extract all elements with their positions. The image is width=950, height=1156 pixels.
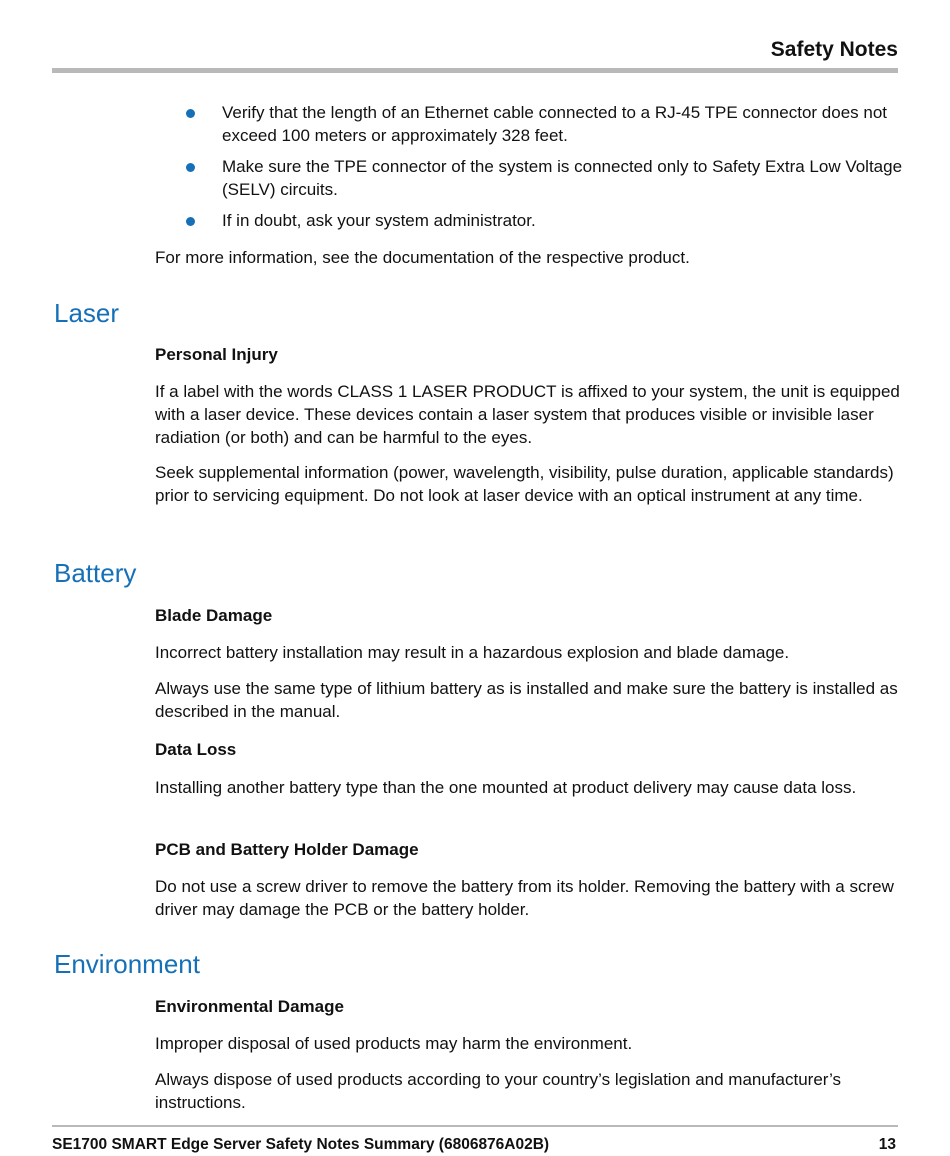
bullet-item — [222, 102, 912, 147]
bullet-item — [222, 210, 912, 233]
bullet-text: If in doubt, ask your system administrator. — [222, 211, 536, 230]
section-title-laser: Laser — [54, 298, 120, 328]
subheading-blade-damage: Blade Damage — [155, 606, 273, 625]
laser-paragraph-2: Seek supplemental information (power, wavelength, visibility, pulse duration, applicable standards) prior to servicing equipment. Do not look at laser device with an optical instrument at any time. — [155, 463, 894, 505]
section-title-environment: Environment — [54, 949, 200, 979]
subheading-data-loss: Data Loss — [155, 740, 237, 759]
battery-paragraph-3: Installing another battery type than the one mounted at product delivery may cause data loss. — [155, 778, 857, 797]
bullet-dot-icon — [186, 217, 195, 226]
bullet-dot-icon — [186, 163, 195, 172]
section-title-battery: Battery — [54, 558, 137, 588]
header-title: Safety Notes — [770, 38, 898, 61]
subheading-personal-injury: Personal Injury — [155, 345, 278, 364]
subheading-environmental-damage: Environmental Damage — [155, 997, 344, 1016]
environment-paragraph-2: Always dispose of used products according to your country’s legislation and manufacturer’s instructions. — [155, 1070, 842, 1112]
footer-document-title: SE1700 SMART Edge Server Safety Notes Summary (6806876A02B) — [52, 1136, 550, 1153]
page-number: 13 — [878, 1136, 896, 1153]
bullet-text: Verify that the length of an Ethernet cable connected to a RJ-45 TPE connector does not exceed 100 meters or approximately 328 feet. — [222, 103, 888, 145]
bullet-item — [222, 156, 912, 201]
bullet-text: Make sure the TPE connector of the system is connected only to Safety Extra Low Voltage (SELV) circuits. — [222, 157, 903, 199]
battery-paragraph-1: Incorrect battery installation may result in a hazardous explosion and blade damage. — [155, 643, 790, 662]
battery-paragraph-2: Always use the same type of lithium battery as is installed and make sure the battery is installed as described in the manual. — [155, 679, 898, 721]
header-divider — [52, 68, 898, 73]
footer-divider — [52, 1125, 898, 1127]
battery-paragraph-4: Do not use a screw driver to remove the battery from its holder. Removing the battery with a screw driver may damage the PCB or the battery holder. — [155, 877, 894, 919]
subheading-pcb-damage: PCB and Battery Holder Damage — [155, 840, 419, 859]
intro-paragraph: For more information, see the documentation of the respective product. — [155, 248, 690, 267]
environment-paragraph-1: Improper disposal of used products may harm the environment. — [155, 1034, 633, 1053]
laser-paragraph-1: If a label with the words CLASS 1 LASER PRODUCT is affixed to your system, the unit is equipped with a laser device. These devices contain a laser system that produces visible or invisible laser radiation (or both) and can be harmful to the eyes. — [155, 382, 900, 447]
bullet-dot-icon — [186, 109, 195, 118]
